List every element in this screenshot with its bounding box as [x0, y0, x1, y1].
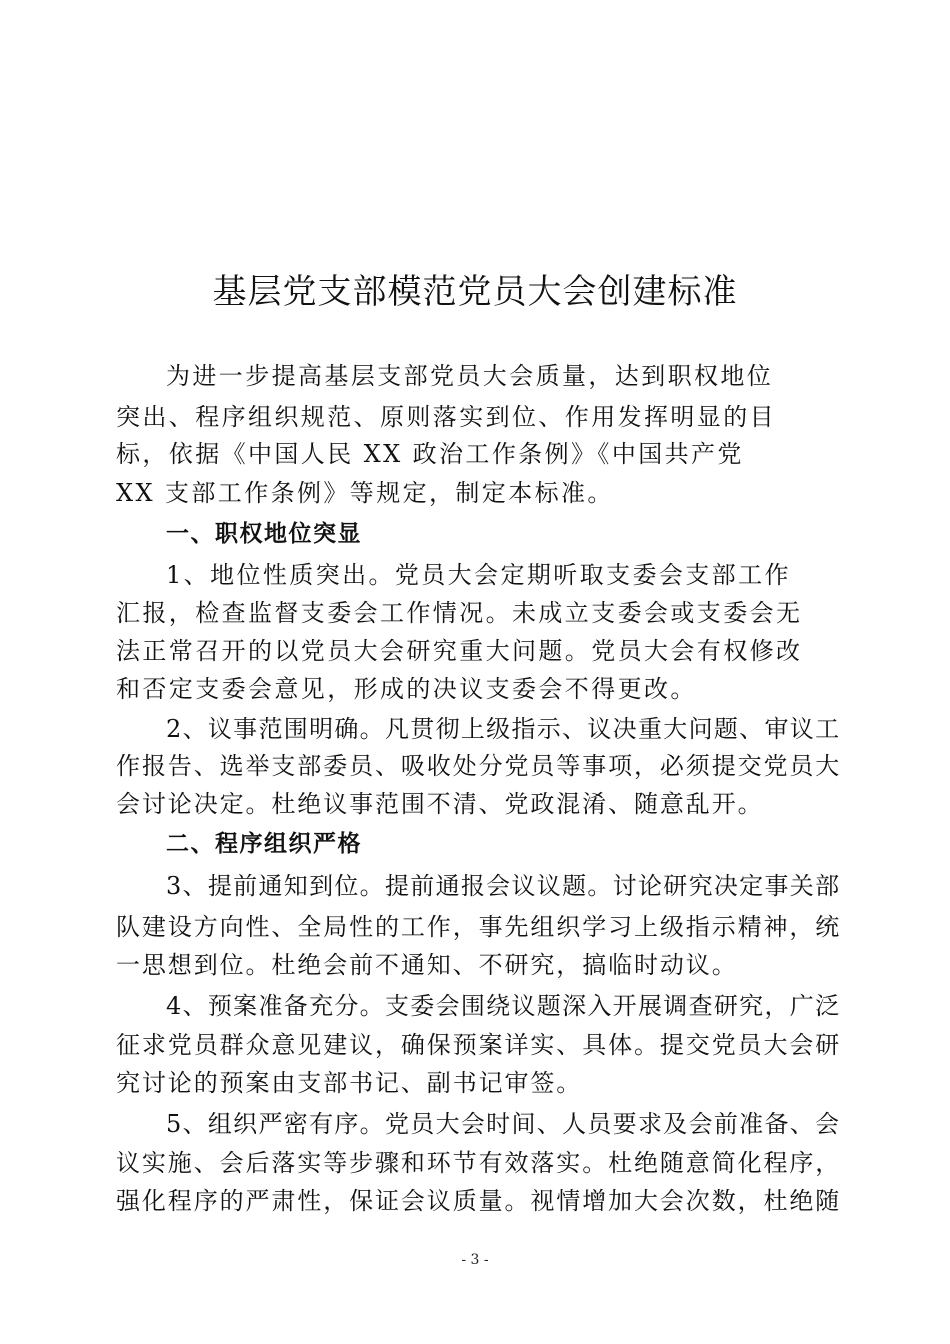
item3-line-1: 3、提前通知到位。提前通报会议议题。讨论研究决定事关部	[166, 872, 841, 900]
intro-line-3: 标，依据《中国人民 XX 政治工作条例》《中国共产党	[116, 440, 744, 468]
item2-line-3: 会讨论决定。杜绝议事范围不清、党政混淆、随意乱开。	[116, 790, 764, 818]
intro-line-1: 为进一步提高基层支部党员大会质量，达到职权地位	[166, 362, 774, 390]
intro-line-4: XX 支部工作条例》等规定，制定本标准。	[116, 479, 614, 507]
page-number: - 3 -	[461, 1252, 489, 1268]
item1-line-4: 和否定支委会意见，形成的决议支委会不得更改。	[116, 675, 697, 703]
item4-line-3: 究讨论的预案由支部书记、副书记审签。	[116, 1069, 583, 1097]
section-heading-1: 一、职权地位突显	[166, 521, 362, 547]
item4-line-2: 征求党员群众意见建议，确保预案详实、具体。提交党员大会研	[116, 1031, 842, 1059]
item1-line-2: 汇报，检查监督支委会工作情况。未成立支委会或支委会无	[116, 599, 803, 627]
item4-line-1: 4、预案准备充分。支委会围绕议题深入开展调查研究，广泛	[166, 992, 841, 1020]
item5-line-3: 强化程序的严肃性，保证会议质量。视情增加大会次数，杜绝随	[116, 1187, 842, 1215]
item1-line-1: 1、地位性质突出。党员大会定期听取支委会支部工作	[166, 561, 791, 589]
item3-line-3: 一思想到位。杜绝会前不通知、不研究，搞临时动议。	[116, 951, 738, 979]
intro-line-2: 突出、程序组织规范、原则落实到位、作用发挥明显的目	[116, 403, 776, 431]
document-title: 基层党支部模范党员大会创建标准	[212, 272, 738, 312]
item3-line-2: 队建设方向性、全局性的工作，事先组织学习上级指示精神，统	[116, 913, 842, 941]
item2-line-2: 作报告、选举支部委员、吸收处分党员等事项，必须提交党员大	[116, 752, 842, 780]
item5-line-1: 5、组织严密有序。党员大会时间、人员要求及会前准备、会	[166, 1110, 841, 1138]
item5-line-2: 议实施、会后落实等步骤和环节有效落实。杜绝随意简化程序，	[116, 1149, 842, 1177]
item1-line-3: 法正常召开的以党员大会研究重大问题。党员大会有权修改	[116, 637, 803, 665]
section-heading-2: 二、程序组织严格	[166, 831, 362, 857]
item2-line-1: 2、议事范围明确。凡贯彻上级指示、议决重大问题、审议工	[166, 715, 841, 743]
